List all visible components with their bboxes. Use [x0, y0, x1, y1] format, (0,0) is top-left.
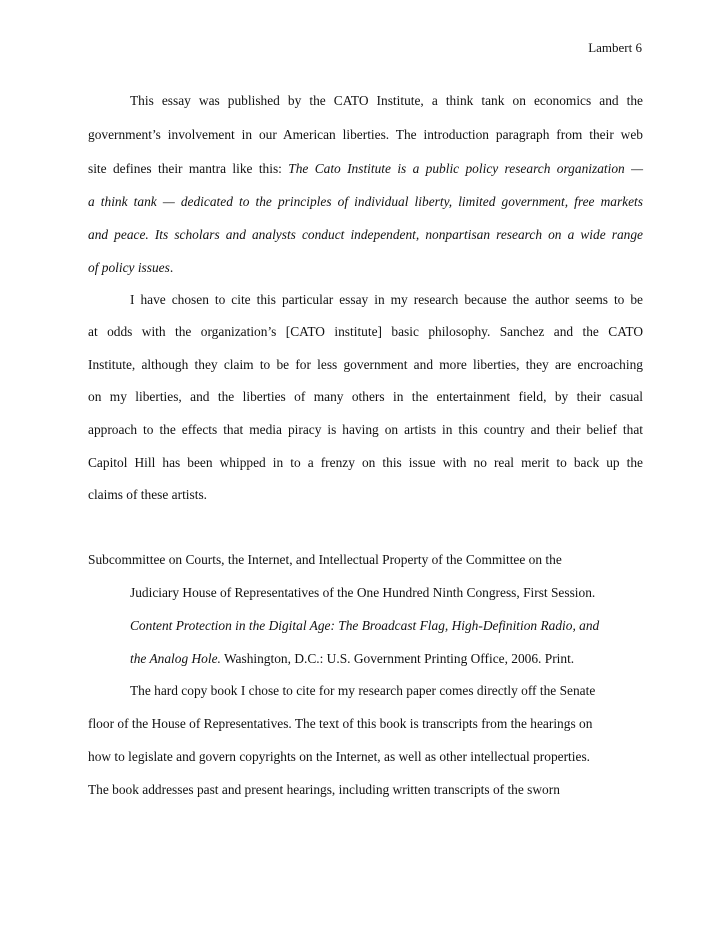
para3-line3: how to legislate and govern copyrights on the Internet, as well as other intellectual properties. [88, 749, 590, 764]
para1-line6 [88, 260, 643, 276]
para2-line7: claims of these artists. [88, 487, 207, 502]
para1-line3-plain: site defines their mantra like this: [88, 161, 289, 176]
para2-line4: on my liberties, and the liberties of many others in the entertainment field, by their casual [88, 389, 643, 404]
para2-line6: Capitol Hill has been whipped in to a frenzy on this issue with no real merit to back up the [88, 455, 643, 470]
para1-line6-italic: of policy issues [88, 260, 170, 275]
para2-line3: Institute, although they claim to be for less government and more liberties, they are encroaching [88, 357, 643, 372]
para1-line3 [88, 161, 643, 177]
para2-line1: I have chosen to cite this particular essay in my research because the author seems to be [130, 292, 643, 307]
para3-line1: The hard copy book I chose to cite for my research paper comes directly off the Senate [130, 683, 596, 698]
para2-line2: at odds with the organization’s [CATO institute] basic philosophy. Sanchez and the CATO [88, 324, 643, 339]
citation-line2: Judiciary House of Representatives of the One Hundred Ninth Congress, First Session. [130, 585, 596, 600]
citation-line1: Subcommittee on Courts, the Internet, and Intellectual Property of the Committee on the [88, 552, 562, 567]
para1-line5: and peace. Its scholars and analysts conduct independent, nonpartisan research on a wide range [88, 227, 643, 242]
para1-line2: government’s involvement in our American liberties. The introduction paragraph from their web [88, 127, 643, 142]
citation-line3: Content Protection in the Digital Age: The Broadcast Flag, High-Definition Radio, and [130, 618, 600, 633]
para3-line2: floor of the House of Representatives. The text of this book is transcripts from the hearings on [88, 716, 593, 731]
citation-line4 [130, 651, 643, 667]
para3-line4: The book addresses past and present hearings, including written transcripts of the sworn [88, 782, 560, 797]
para1-line4: a think tank — dedicated to the principles of individual liberty, limited government, free markets [88, 194, 643, 209]
para2-line5: approach to the effects that media piracy is having on artists in this country and their belief that [88, 422, 643, 437]
para1-line6-end: . [169, 260, 174, 275]
citation-line4-italic: the Analog Hole. [130, 651, 221, 666]
para1-line3-italic: The Cato Institute is a public policy research organization — [288, 161, 643, 176]
para1-line1: This essay was published by the CATO Institute, a think tank on economics and the [130, 93, 643, 108]
running-head: Lambert 6 [588, 40, 642, 55]
citation-line4-plain: Washington, D.C.: U.S. Government Printing Office, 2006. Print. [220, 651, 575, 666]
